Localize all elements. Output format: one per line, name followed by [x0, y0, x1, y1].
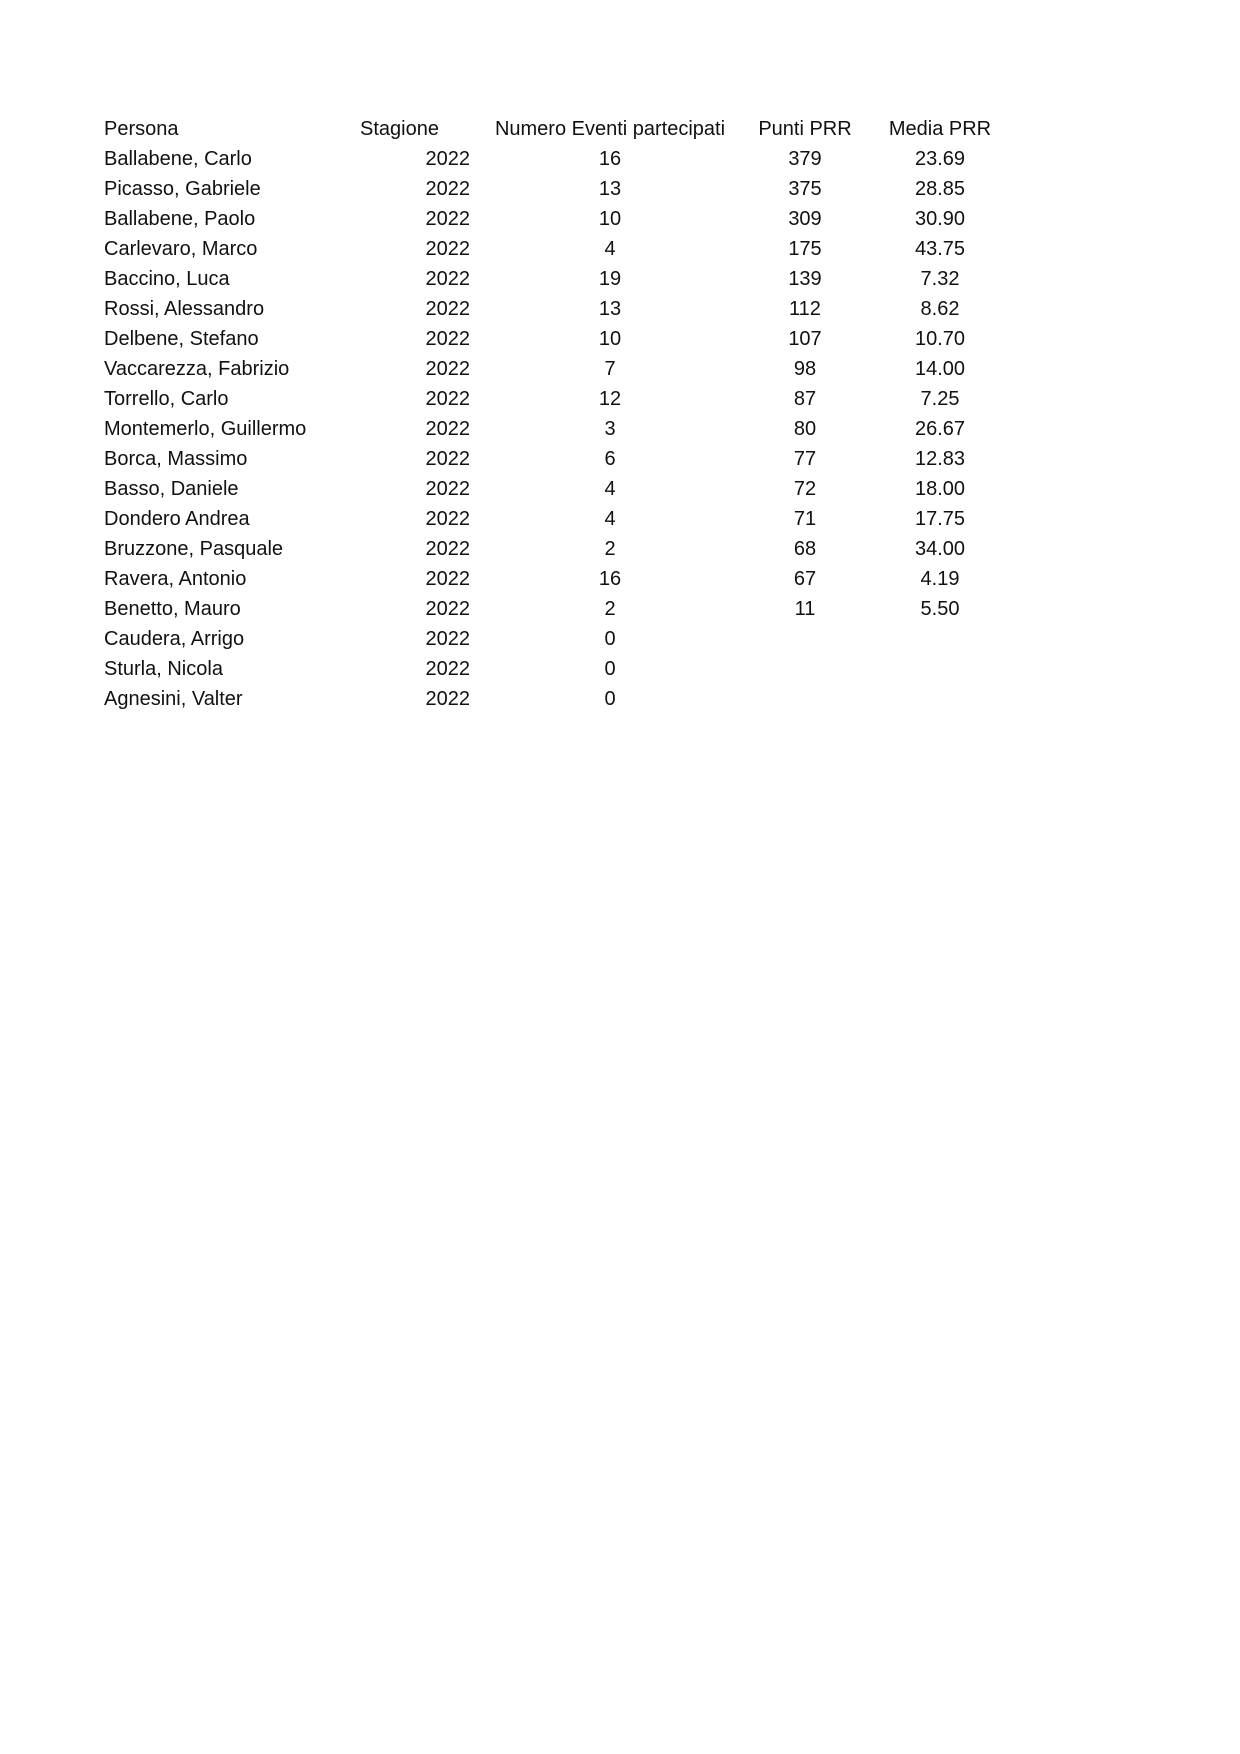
- cell-eventi: 4: [604, 478, 616, 500]
- header-punti: Punti PRR: [758, 118, 852, 140]
- cell-stagione: 2022: [425, 478, 470, 500]
- cell-media: 5.50: [920, 598, 960, 620]
- cell-punti: 112: [789, 298, 821, 320]
- table-row: [104, 264, 1020, 294]
- cell-media: [860, 654, 1020, 684]
- table-row: [104, 234, 1020, 264]
- cell-stagione: 2022: [425, 358, 470, 380]
- cell-media: 4.19: [920, 568, 960, 590]
- cell-stagione: 2022: [425, 328, 470, 350]
- table-row: [104, 654, 1020, 684]
- cell-stagione: 2022: [425, 448, 470, 470]
- cell-punti: 71: [793, 508, 817, 530]
- cell-media: 17.75: [914, 508, 966, 530]
- cell-punti: 379: [788, 148, 822, 170]
- cell-stagione: 2022: [425, 568, 470, 590]
- cell-media: 30.90: [914, 208, 966, 230]
- cell-stagione: 2022: [425, 388, 470, 410]
- cell-punti: 72: [793, 478, 817, 500]
- cell-punti: 98: [793, 358, 817, 380]
- cell-media: 26.67: [914, 418, 966, 440]
- cell-persona: Ravera, Antonio: [104, 568, 247, 590]
- cell-eventi: 0: [604, 658, 616, 680]
- cell-stagione: 2022: [425, 268, 470, 290]
- table-row: [104, 624, 1020, 654]
- cell-punti: [750, 654, 860, 684]
- cell-media: 7.32: [920, 268, 960, 290]
- table-row: [104, 354, 1020, 384]
- cell-persona: Torrello, Carlo: [104, 388, 229, 410]
- cell-persona: Carlevaro, Marco: [104, 238, 258, 260]
- cell-media: 14.00: [914, 358, 966, 380]
- cell-persona: Delbene, Stefano: [104, 328, 259, 350]
- table-row: [104, 534, 1020, 564]
- cell-eventi: 3: [604, 418, 616, 440]
- cell-eventi: 7: [604, 358, 616, 380]
- table-row: [104, 174, 1020, 204]
- cell-eventi: 4: [604, 508, 616, 530]
- cell-punti: 80: [793, 418, 817, 440]
- cell-media: 7.25: [920, 388, 960, 410]
- cell-media: 10.70: [914, 328, 966, 350]
- cell-eventi: 4: [604, 238, 616, 260]
- cell-stagione: 2022: [425, 148, 470, 170]
- table-row: [104, 504, 1020, 534]
- cell-eventi: 6: [604, 448, 616, 470]
- cell-eventi: 16: [598, 568, 622, 590]
- cell-punti: 67: [793, 568, 817, 590]
- table-body: [104, 144, 1020, 714]
- table-header-row: [104, 114, 1020, 144]
- cell-eventi: 0: [604, 688, 616, 710]
- table-row: [104, 384, 1020, 414]
- cell-stagione: 2022: [425, 598, 470, 620]
- cell-stagione: 2022: [425, 418, 470, 440]
- cell-punti: 11: [794, 598, 816, 620]
- cell-eventi: 13: [598, 298, 622, 320]
- cell-persona: Rossi, Alessandro: [104, 298, 265, 320]
- header-persona: Persona: [104, 118, 179, 140]
- cell-eventi: 0: [604, 628, 616, 650]
- cell-persona: Ballabene, Carlo: [104, 148, 252, 170]
- cell-punti: 107: [788, 328, 822, 350]
- cell-punti: 375: [788, 178, 822, 200]
- cell-punti: 175: [788, 238, 822, 260]
- cell-media: [860, 684, 1020, 714]
- cell-stagione: 2022: [425, 508, 470, 530]
- cell-persona: Basso, Daniele: [104, 478, 239, 500]
- prr-standings-table: [104, 114, 1020, 714]
- cell-persona: Vaccarezza, Fabrizio: [104, 358, 290, 380]
- cell-media: 18.00: [914, 478, 966, 500]
- cell-stagione: 2022: [425, 658, 470, 680]
- cell-punti: 309: [788, 208, 822, 230]
- cell-eventi: 2: [604, 598, 616, 620]
- cell-eventi: 12: [598, 388, 622, 410]
- cell-persona: Agnesini, Valter: [104, 688, 243, 710]
- cell-punti: 87: [793, 388, 817, 410]
- cell-punti: [750, 684, 860, 714]
- cell-punti: [750, 624, 860, 654]
- table-row: [104, 474, 1020, 504]
- cell-persona: Dondero Andrea: [104, 508, 250, 530]
- cell-eventi: 10: [598, 208, 622, 230]
- cell-stagione: 2022: [425, 628, 470, 650]
- cell-persona: Caudera, Arrigo: [104, 628, 245, 650]
- cell-stagione: 2022: [425, 238, 470, 260]
- cell-media: 34.00: [914, 538, 966, 560]
- table-row: [104, 414, 1020, 444]
- cell-eventi: 13: [598, 178, 622, 200]
- table-row: [104, 594, 1020, 624]
- cell-punti: 68: [793, 538, 817, 560]
- cell-eventi: 16: [598, 148, 622, 170]
- table-row: [104, 294, 1020, 324]
- header-media: Media PRR: [888, 118, 992, 140]
- cell-media: 8.62: [920, 298, 960, 320]
- table-row: [104, 444, 1020, 474]
- table-row: [104, 564, 1020, 594]
- cell-eventi: 19: [598, 268, 622, 290]
- cell-media: 43.75: [914, 238, 966, 260]
- table-row: [104, 204, 1020, 234]
- cell-stagione: 2022: [425, 688, 470, 710]
- cell-persona: Sturla, Nicola: [104, 658, 223, 680]
- cell-persona: Benetto, Mauro: [104, 598, 241, 620]
- cell-persona: Bruzzone, Pasquale: [104, 538, 284, 560]
- cell-stagione: 2022: [425, 178, 470, 200]
- cell-persona: Borca, Massimo: [104, 448, 248, 470]
- cell-media: [860, 624, 1020, 654]
- cell-media: 28.85: [914, 178, 966, 200]
- cell-persona: Picasso, Gabriele: [104, 178, 261, 200]
- cell-persona: Baccino, Luca: [104, 268, 230, 290]
- cell-persona: Ballabene, Paolo: [104, 208, 256, 230]
- cell-punti: 139: [788, 268, 822, 290]
- cell-stagione: 2022: [425, 208, 470, 230]
- table-row: [104, 144, 1020, 174]
- cell-stagione: 2022: [425, 538, 470, 560]
- cell-media: 23.69: [914, 148, 966, 170]
- cell-punti: 77: [793, 448, 817, 470]
- cell-media: 12.83: [914, 448, 966, 470]
- table-row: [104, 684, 1020, 714]
- header-eventi: Numero Eventi partecipati: [494, 118, 726, 140]
- table-row: [104, 324, 1020, 354]
- header-stagione: Stagione: [360, 118, 439, 140]
- cell-persona: Montemerlo, Guillermo: [104, 418, 307, 440]
- cell-eventi: 10: [598, 328, 622, 350]
- cell-stagione: 2022: [425, 298, 470, 320]
- cell-eventi: 2: [604, 538, 616, 560]
